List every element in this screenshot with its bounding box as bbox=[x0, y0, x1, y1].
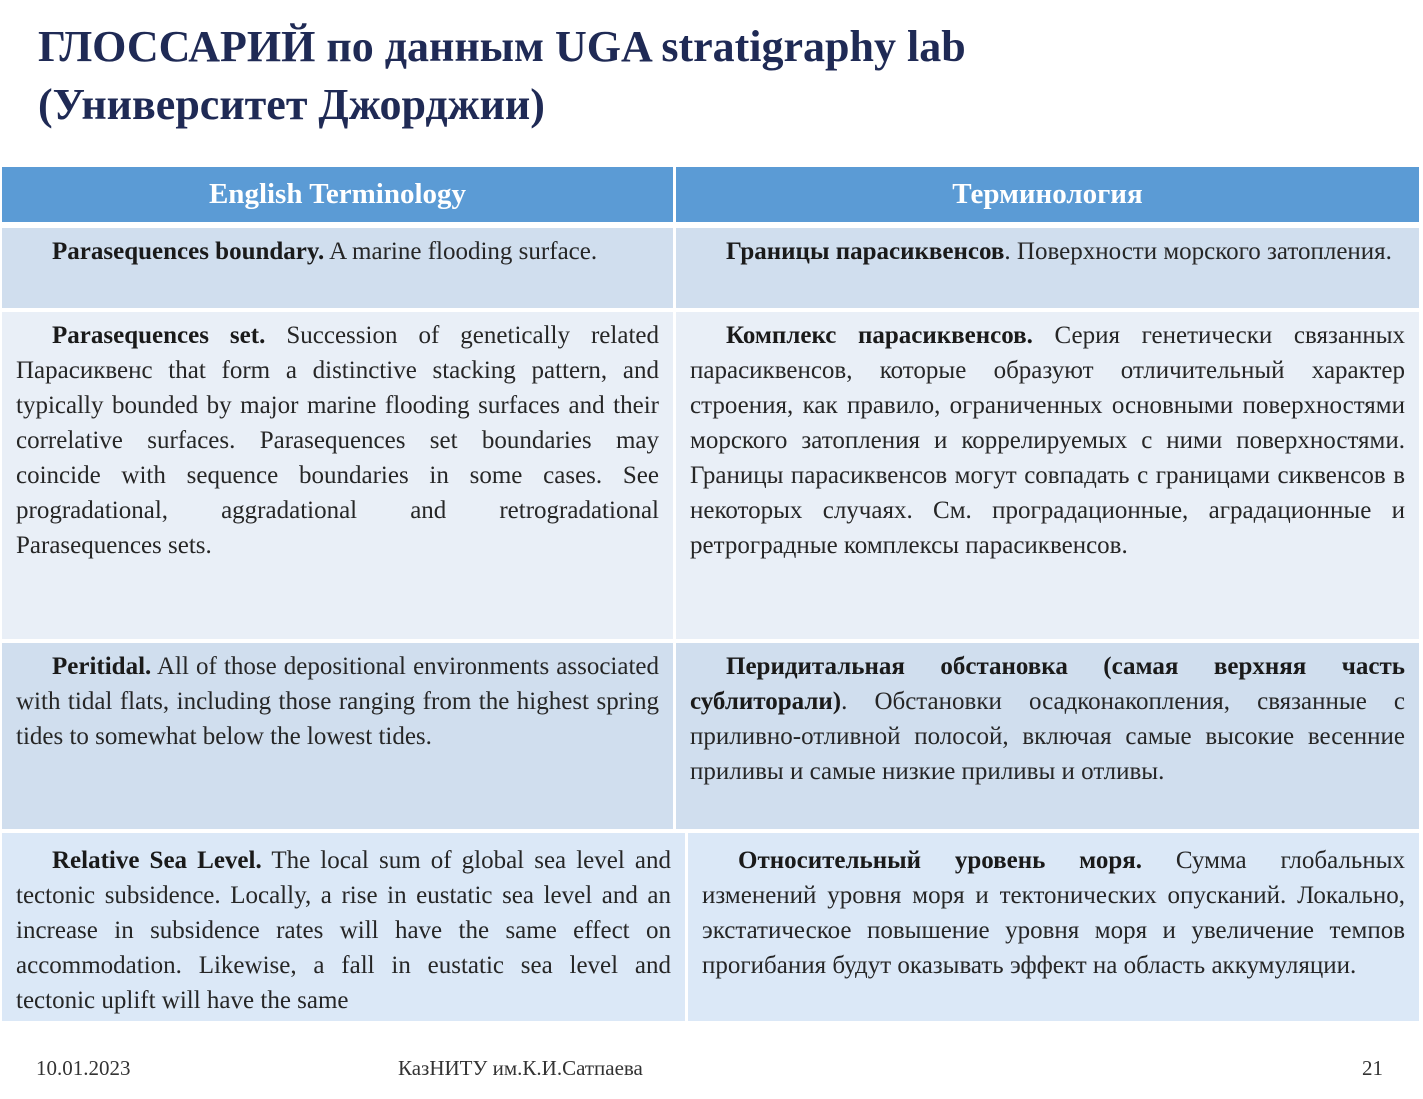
row-4-russian-text: Сумма глобальных изменений уровня моря и тектонических опусканий. Локально, экстатическое повышение уровня моря и увеличение темпов прогибания будут оказывать эффект на область аккумуляции. bbox=[702, 847, 1405, 979]
row-1-english bbox=[2, 228, 673, 308]
header-english: English Terminology bbox=[2, 167, 673, 222]
row-2-english bbox=[2, 312, 673, 639]
title-line-2: (Университет Джорджии) bbox=[38, 80, 545, 129]
row-3-russian-text: . Обстановки осадконакопления, связанные с приливно-отливной полосой, включая самые высокие весенние приливы и самые низкие приливы и отливы. bbox=[690, 688, 1405, 785]
footer-institution: КазНИТУ им.К.И.Сатпаева bbox=[398, 1056, 643, 1080]
footer-page-number: 21 bbox=[1362, 1056, 1383, 1080]
row-1-russian-term: Границы парасиквенсов bbox=[726, 238, 1005, 265]
row-1-russian-text: . Поверхности морского затопления. bbox=[1004, 238, 1392, 265]
row-4-russian bbox=[688, 833, 1419, 1021]
row-3-english-term: Peritidal. bbox=[52, 653, 152, 680]
row-4-russian-term: Относительный уровень моря. bbox=[738, 847, 1143, 874]
row-4-english-term: Relative Sea Level. bbox=[52, 847, 262, 874]
row-2-english-term: Parasequences set. bbox=[52, 322, 266, 349]
row-4-english-text: The local sum of global sea level and tectonic subsidence. Locally, a rise in eustatic sea level and an increase in subsidence rates will have the same effect on accommodation. Likewise, a fall in eustatic sea level and tectonic uplift will have the same bbox=[16, 847, 671, 1014]
row-2-russian-text: Серия генетически связанных парасиквенсов, которые образуют отличительный характер строения, как правило, ограниченных основными поверхностями морского затопления и коррелируемых с ними поверхностями. Границы парасиквенсов могут совпадать с границами сиквенсов в некоторых случаях. См. проградационные, аградационные и ретроградные комплексы парасиквенсов. bbox=[690, 322, 1406, 559]
footer-date: 10.01.2023 bbox=[36, 1056, 131, 1080]
glossary-table bbox=[2, 167, 1419, 1021]
row-3-russian-term: Перидитальная обстановка (самая верхняя часть сублиторали) bbox=[690, 653, 1405, 715]
row-1-russian bbox=[676, 228, 1419, 308]
row-3-english bbox=[2, 643, 673, 829]
page-title bbox=[38, 18, 1398, 134]
row-3-russian bbox=[676, 643, 1419, 829]
row-1-english-term: Parasequences boundary. bbox=[52, 238, 325, 265]
header-russian: Терминология bbox=[676, 167, 1419, 222]
row-3-english-text: All of those depositional environments associated with tidal flats, including those ranging from the highest spring tides to somewhat below the lowest tides. bbox=[16, 653, 659, 750]
row-2-english-text: Succession of genetically related Парасиквенс that form a distinctive stacking pattern, and typically bounded by major marine flooding surfaces and their correlative surfaces. Parasequences set boundaries may coincide with sequence boundaries in some cases. See progradational, aggradational and retrogradational Parasequences sets. bbox=[16, 322, 659, 559]
row-2-russian bbox=[676, 312, 1419, 639]
row-2-russian-term: Комплекс парасиквенсов. bbox=[726, 322, 1033, 349]
row-1-english-text: A marine flooding surface. bbox=[324, 238, 598, 265]
row-4-english bbox=[2, 833, 685, 1021]
title-line-1: ГЛОССАРИЙ по данным UGA stratigraphy lab bbox=[38, 22, 966, 71]
